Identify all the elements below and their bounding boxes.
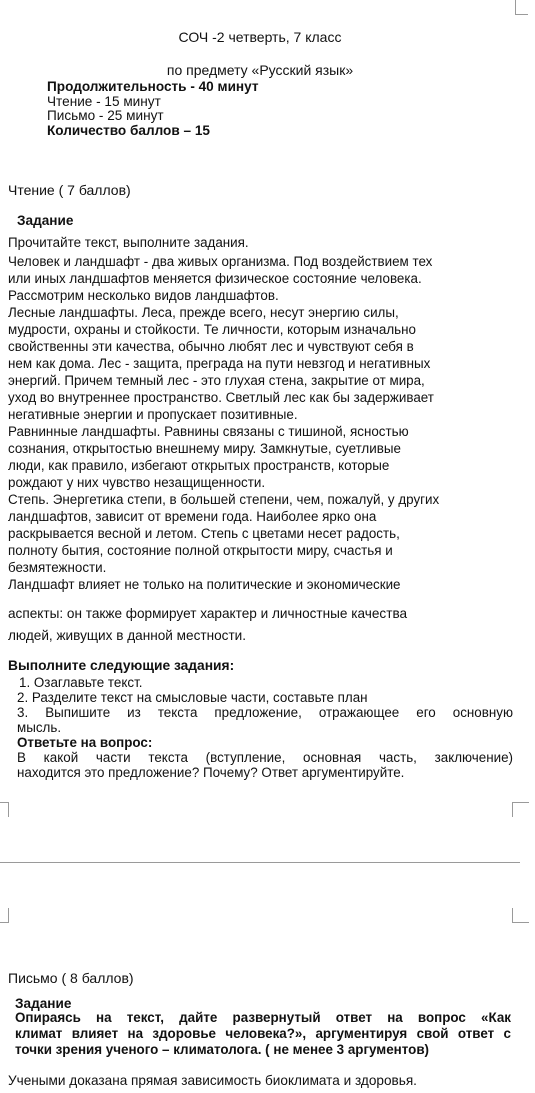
reading-text-line: полноту бытия, состояние полной открытости миру, счастья и [8,543,393,558]
reading-instruction: Прочитайте текст, выполните задания. [8,235,249,250]
question-text: находится это предложение? Почему? Ответ аргументируйте. [17,765,405,780]
page-corner-mark [512,802,529,817]
page-corner-mark [512,908,529,923]
page-separator [0,862,520,863]
task-item: 3. Выпишите из текста предложение, отражающее его основную [17,705,513,720]
reading-text-line: людей, живущих в данной местности. [8,628,247,643]
writing-task-label: Задание [15,996,72,1011]
writing-heading: Письмо ( 8 баллов) [8,970,134,986]
task-item: 1. Озаглавьте текст. [19,675,143,690]
reading-text-line: люди, как правило, избегают открытых пространств, которые [8,458,390,473]
page-corner-mark [0,908,9,923]
reading-text-line: энергий. Причем темный лес - это глухая стена, закрытие от мира, [8,373,425,388]
task-item: 2. Разделите текст на смысловые части, составьте план [17,690,368,705]
reading-time-line: Чтение - 15 минут [47,94,161,109]
reading-text-line: раскрывается весной и летом. Степь с цветами несет радость, [8,526,400,541]
reading-text-line: аспекты: он также формирует характер и личностные качества [8,606,408,621]
reading-text-line: свойственны эти качества, обычно любят лес и чувствуют себя в [8,339,414,354]
reading-text-line: Ландшафт влияет не только на политические и экономические [8,577,401,592]
reading-text-line: Рассмотрим несколько видов ландшафтов. [8,288,279,303]
writing-task-text: Опираясь на текст, дайте развернутый ответ на вопрос «Как [15,1010,511,1025]
reading-text-line: сознания, открытостью внешнему миру. Замкнутые, суетливые [8,441,401,456]
reading-text-line: уход во внутреннее пространство. Светлый лес как бы задерживает [8,390,434,405]
writing-task-text: точки зрения ученого – климатолога. ( не менее 3 аргументов) [15,1042,430,1057]
question-text: В какой части текста (вступление, основная часть, заключение) [17,750,513,765]
reading-text-line: или иных ландшафтов меняется физическое состояние человека. [8,271,422,286]
reading-text-line: негативные энергии и пропускает позитивные. [8,407,298,422]
question-heading: Ответьте на вопрос: [17,735,153,750]
writing-text-line: Учеными доказана прямая зависимость биоклимата и здоровья. [8,1073,417,1088]
writing-time-line: Письмо - 25 минут [47,108,164,123]
reading-text-line: ландшафтов, зависит от времени года. Наиболее ярко она [8,509,377,524]
reading-task-label: Задание [17,213,74,228]
reading-text-line: Степь. Энергетика степи, в большей степени, чем, пожалуй, у других [8,492,440,507]
document-subject: по предмету «Русский язык» [166,62,354,78]
reading-text-line: Равнинные ландшафты. Равнины связаны с тишиной, ясностью [8,424,409,439]
reading-text-line: Человек и ландшафт - два живых организма. Под воздействием тех [8,254,433,269]
duration-line: Продолжительность - 40 минут [47,79,259,94]
reading-heading: Чтение ( 7 баллов) [8,182,131,198]
task-item: мысль. [17,720,62,735]
page-corner-mark [515,0,528,15]
points-line: Количество баллов – 15 [47,123,210,138]
reading-text-line: рождают у них чувство незащищенности. [8,475,266,490]
reading-text-line: безмятежности. [8,560,107,575]
reading-text-line: Лесные ландшафты. Леса, прежде всего, несут энергию силы, [8,305,399,320]
writing-task-text: климат влияет на здоровье человека?», аргументируя свой ответ с [15,1026,511,1041]
page-corner-mark [0,802,9,817]
reading-text-line: нем как дома. Лес - защита, преграда на пути невзгод и негативных [8,356,431,371]
reading-text-line: мудрости, охраны и стойкости. Те личности, которым изначально [8,322,416,337]
tasks-heading: Выполните следующие задания: [8,658,235,673]
document-title: СОЧ -2 четверть, 7 класс [178,29,342,45]
